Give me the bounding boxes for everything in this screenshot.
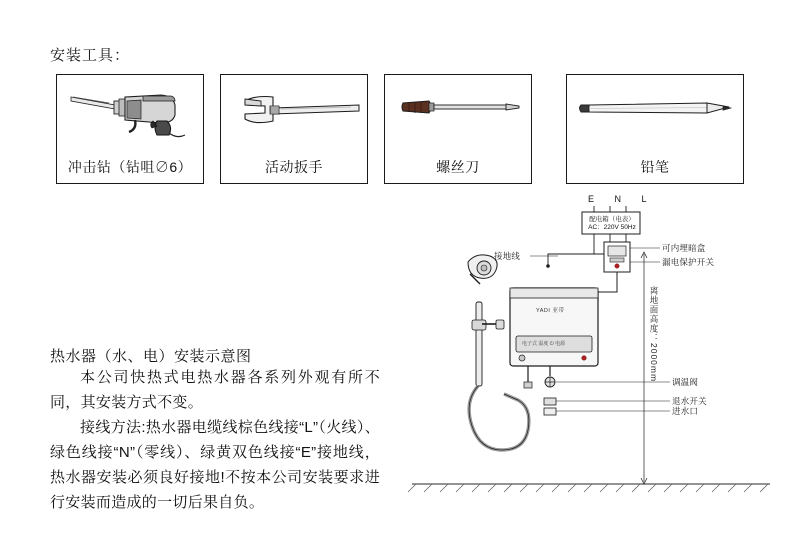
tool-caption: 冲击钻（钻咀∅6）	[67, 159, 193, 175]
pencil-icon	[567, 75, 743, 139]
tool-card-screwdriver	[384, 74, 532, 184]
power-box-line-2: AC：220V 50Hz	[588, 224, 636, 231]
ground-wire-label: 接地线	[494, 251, 521, 261]
tool-caption: 活动扳手	[265, 159, 323, 175]
tools-section-title: 安装工具：	[50, 47, 131, 64]
heater-panel-label: 电子式 温度 ⏻ 电源	[522, 341, 566, 347]
tool-caption: 螺丝刀	[436, 159, 480, 175]
tool-card-impact-drill	[56, 74, 204, 184]
tool-card-pencil	[566, 74, 744, 184]
power-box-label	[584, 216, 640, 232]
instructions-body	[50, 365, 380, 515]
terminal-letters-label: E N L	[588, 194, 656, 204]
water-inlet-label: 进水口	[672, 406, 699, 416]
impact-drill-icon	[57, 75, 203, 139]
installation-diagram	[398, 196, 794, 500]
temperature-valve-label: 调温阀	[672, 377, 699, 387]
adjustable-wrench-icon	[221, 75, 367, 139]
tool-caption: 铅笔	[640, 159, 670, 175]
tool-card-adjustable-wrench	[220, 74, 368, 184]
heater-brand-label: YADI 亚带	[536, 308, 565, 314]
leakage-protection-switch-label: 漏电保护开关	[662, 257, 715, 267]
power-box-line-1: 配电箱（电表）	[589, 216, 635, 223]
instructions-paragraph-1: 本公司快热式电热水器各系列外观有所不同，其安装方式不变。	[50, 369, 380, 411]
installation-diagram-svg	[398, 196, 794, 500]
junction-box-label: 可内埋暗盒	[662, 243, 706, 253]
screwdriver-icon	[385, 75, 531, 139]
instructions-paragraph-2: 接线方法:热水器电缆线棕色线接“L”（火线）、绿色线接“N”（零线）、绿黄双色线接“E”接地线，热水器安装必须良好接地!不按本公司安装要求进行安装而造成的一切后果自负。	[50, 419, 380, 511]
mounting-height-label: 离地面高度：2000mm	[649, 286, 659, 383]
instructions-heading: 热水器（水、电）安装示意图	[50, 348, 252, 365]
outlet-switch-label: 退水开关	[672, 396, 707, 406]
